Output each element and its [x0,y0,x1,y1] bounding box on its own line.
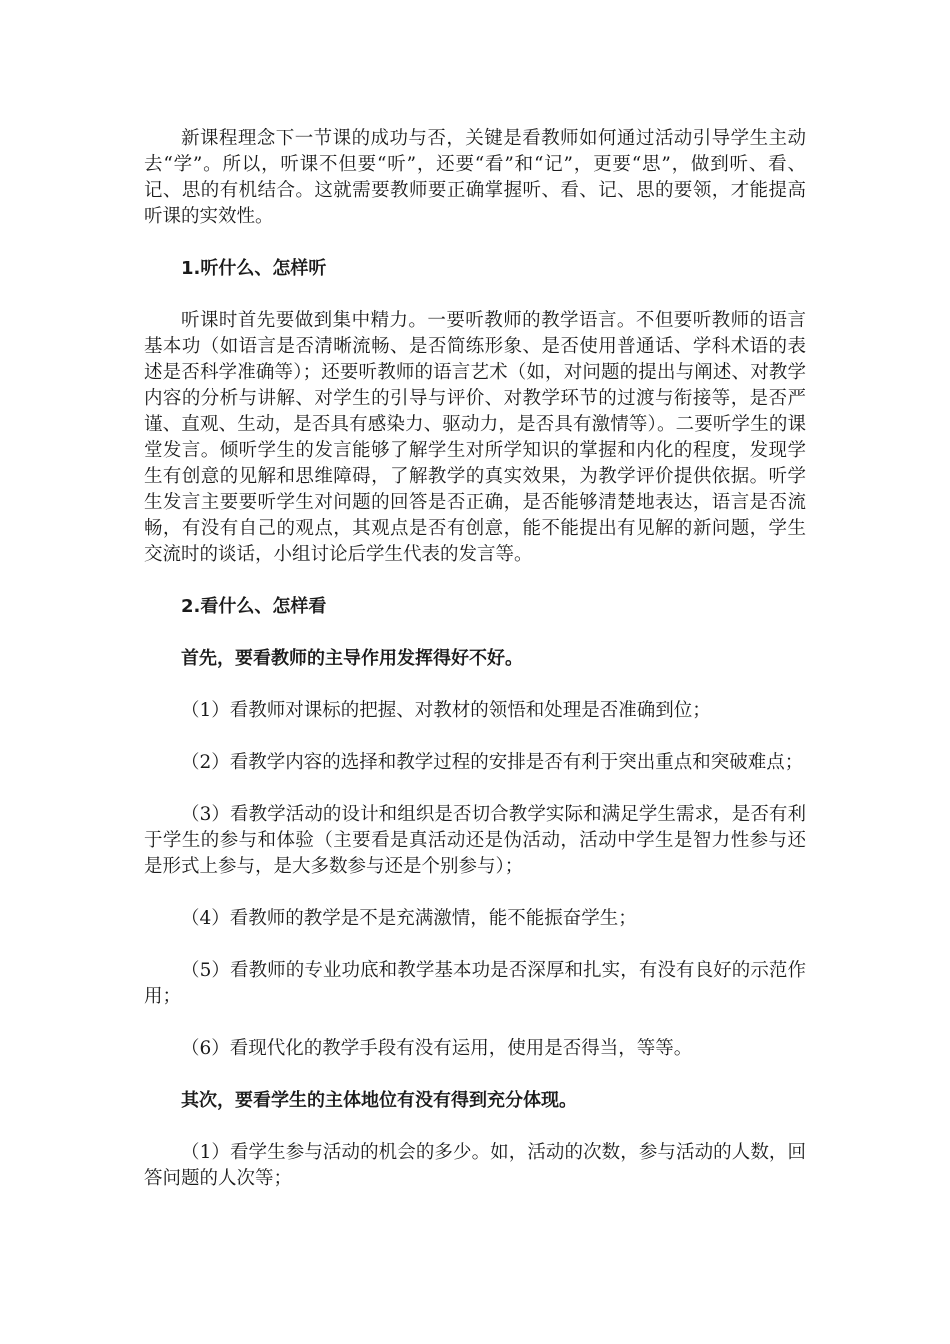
teacher-role-heading: 首先，要看教师的主导作用发挥得好不好。 [181,648,523,669]
list-item: （2）看教学内容的选择和教学过程的安排是否有利于突出重点和突破难点； [181,752,804,773]
list-item: （1）看学生参与活动的机会的多少。如，活动的次数，参与活动的人数，回答问题的人次等； [144,1142,806,1189]
section-2-heading: 2.看什么、怎样看 [181,596,327,617]
list-item: （1）看教师对课标的把握、对教材的领悟和处理是否准确到位； [181,700,711,721]
list-item: （5）看教师的专业功底和教学基本功是否深厚和扎实，有没有良好的示范作用； [144,960,806,1007]
student-role-heading: 其次，要看学生的主体地位有没有得到充分体现。 [181,1090,577,1111]
section-1-heading: 1.听什么、怎样听 [181,258,327,279]
intro-paragraph: 新课程理念下一节课的成功与否，关键是看教师如何通过活动引导学生主动去“学”。所以，听课不但要“听”，还要“看”和“记”，更要“思”，做到听、看、记、思的有机结合。这就需要教师要正确掌握听、看、记、思的要领，才能提高听课的实效性。 [144,128,806,227]
document-body [144,126,806,1192]
section-1-paragraph: 听课时首先要做到集中精力。一要听教师的教学语言。不但要听教师的语言基本功（如语言是否清晰流畅、是否简练形象、是否使用普通话、学科术语的表述是否科学准确等）；还要听教师的语言艺术（如，对问题的提出与阐述、对教学内容的分析与讲解、对学生的引导与评价、对教学环节的过渡与衔接等，是否严谨、直观、生动，是否具有感染力、驱动力，是否具有激情等）。二要听学生的课堂发言。倾听学生的发言能够了解学生对所学知识的掌握和内化的程度，发现学生有创意的见解和思维障碍，了解教学的真实效果，为教学评价提供依据。听学生发言主要要听学生对问题的回答是否正确，是否能够清楚地表达，语言是否流畅，有没有自己的观点，其观点是否有创意，能不能提出有见解的新问题，学生交流时的谈话，小组讨论后学生代表的发言等。 [144,310,806,565]
list-item: （4）看教师的教学是不是充满激情，能不能振奋学生； [181,908,637,929]
list-item: （6）看现代化的教学手段有没有运用，使用是否得当，等等。 [181,1038,693,1059]
list-item: （3）看教学活动的设计和组织是否切合教学实际和满足学生需求，是否有利于学生的参与和体验（主要看是真活动还是伪活动，活动中学生是智力性参与还是形式上参与，是大多数参与还是个别参与）； [144,804,806,877]
